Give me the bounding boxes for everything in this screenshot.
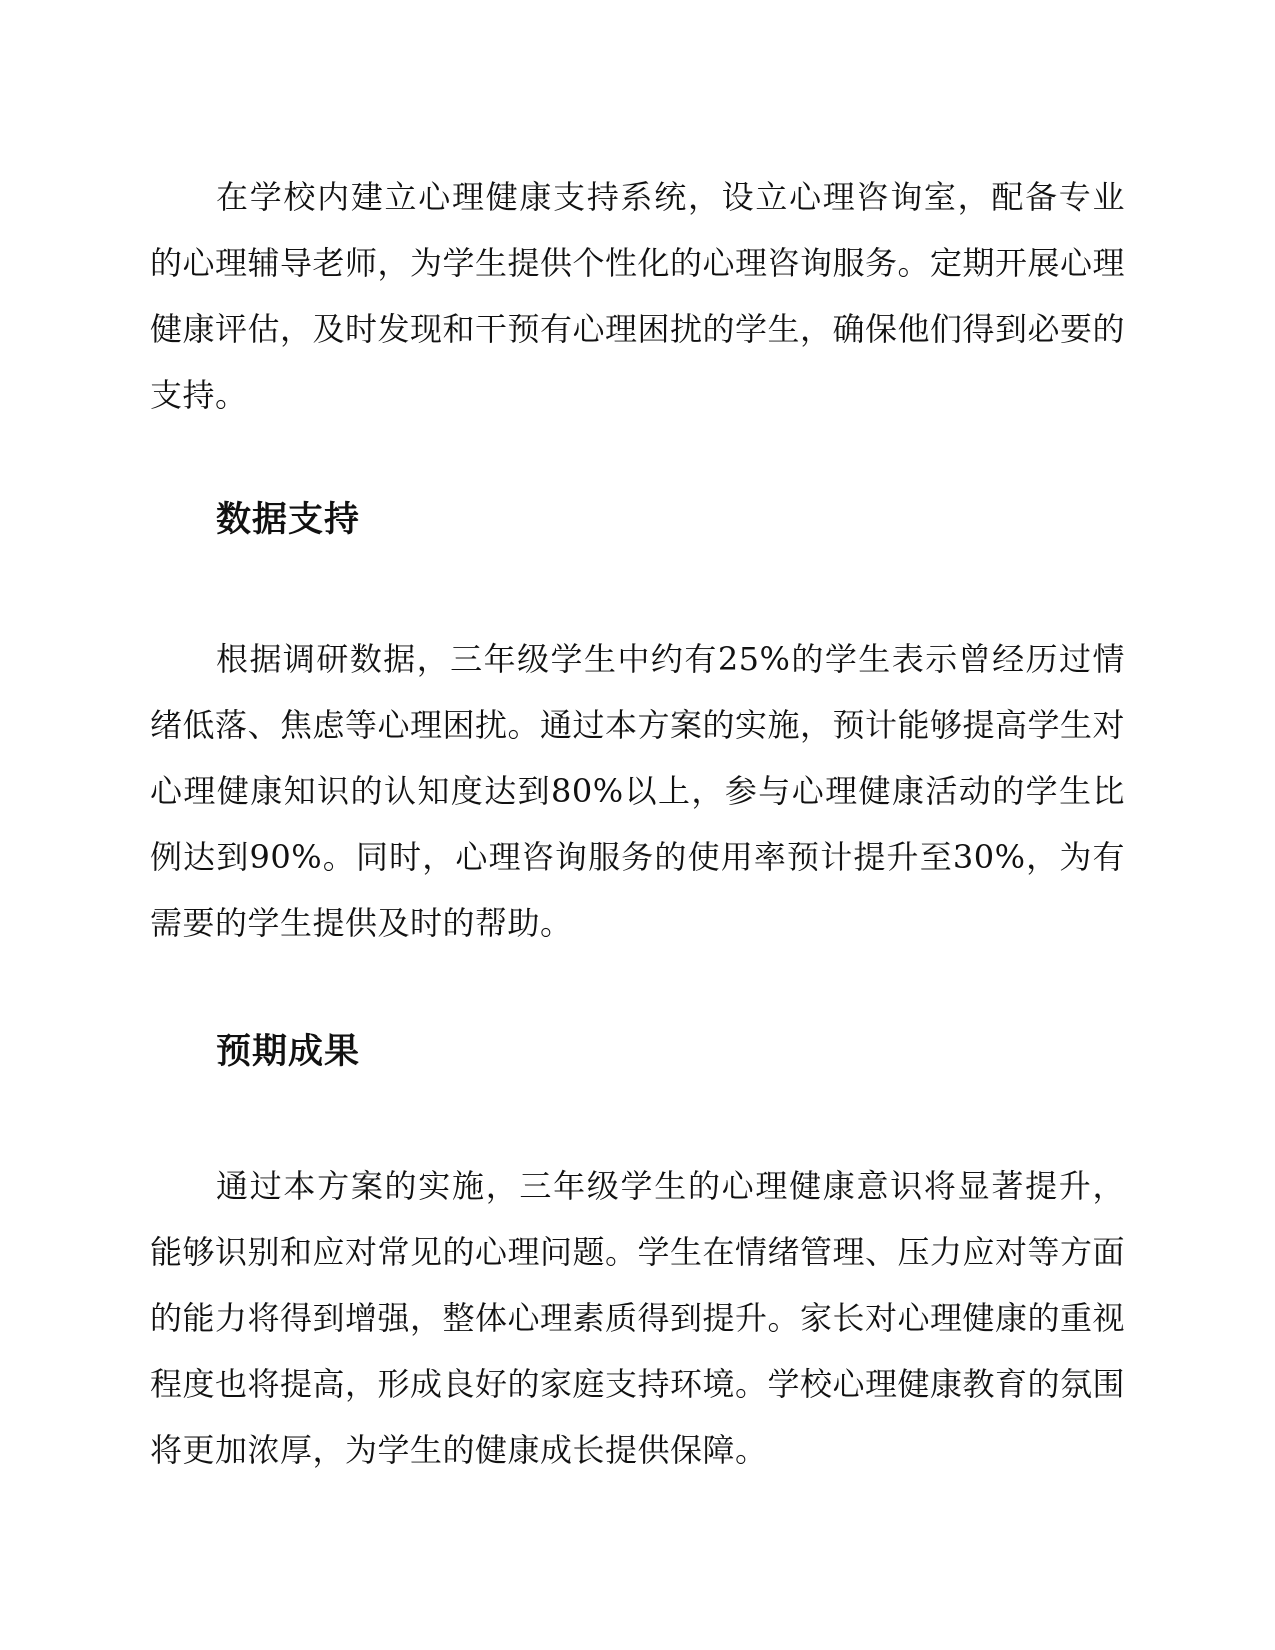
paragraph-expected-results: 通过本方案的实施，三年级学生的心理健康意识将显著提升，能够识别和应对常见的心理问题。学生在情绪管理、压力应对等方面的能力将得到增强，整体心理素质得到提升。家长对心理健康的重视程度也将提高，形成良好的家庭支持环境。学校心理健康教育的氛围将更加浓厚，为学生的健康成长提供保障。 — [150, 1167, 1126, 1469]
paragraph-support-system: 在学校内建立心理健康支持系统，设立心理咨询室，配备专业的心理辅导老师，为学生提供个性化的心理咨询服务。定期开展心理健康评估，及时发现和干预有心理困扰的学生，确保他们得到必要的支持。 — [150, 178, 1126, 414]
heading-data-support: 数据支持 — [216, 500, 361, 540]
heading-expected-results: 预期成果 — [216, 1032, 361, 1072]
paragraph-data-support: 根据调研数据，三年级学生中约有25%的学生表示曾经历过情绪低落、焦虑等心理困扰。通过本方案的实施，预计能够提高学生对心理健康知识的认知度达到80%以上，参与心理健康活动的学生比例达到90%。同时，心理咨询服务的使用率预计提升至30%，为有需要的学生提供及时的帮助。 — [150, 640, 1126, 942]
